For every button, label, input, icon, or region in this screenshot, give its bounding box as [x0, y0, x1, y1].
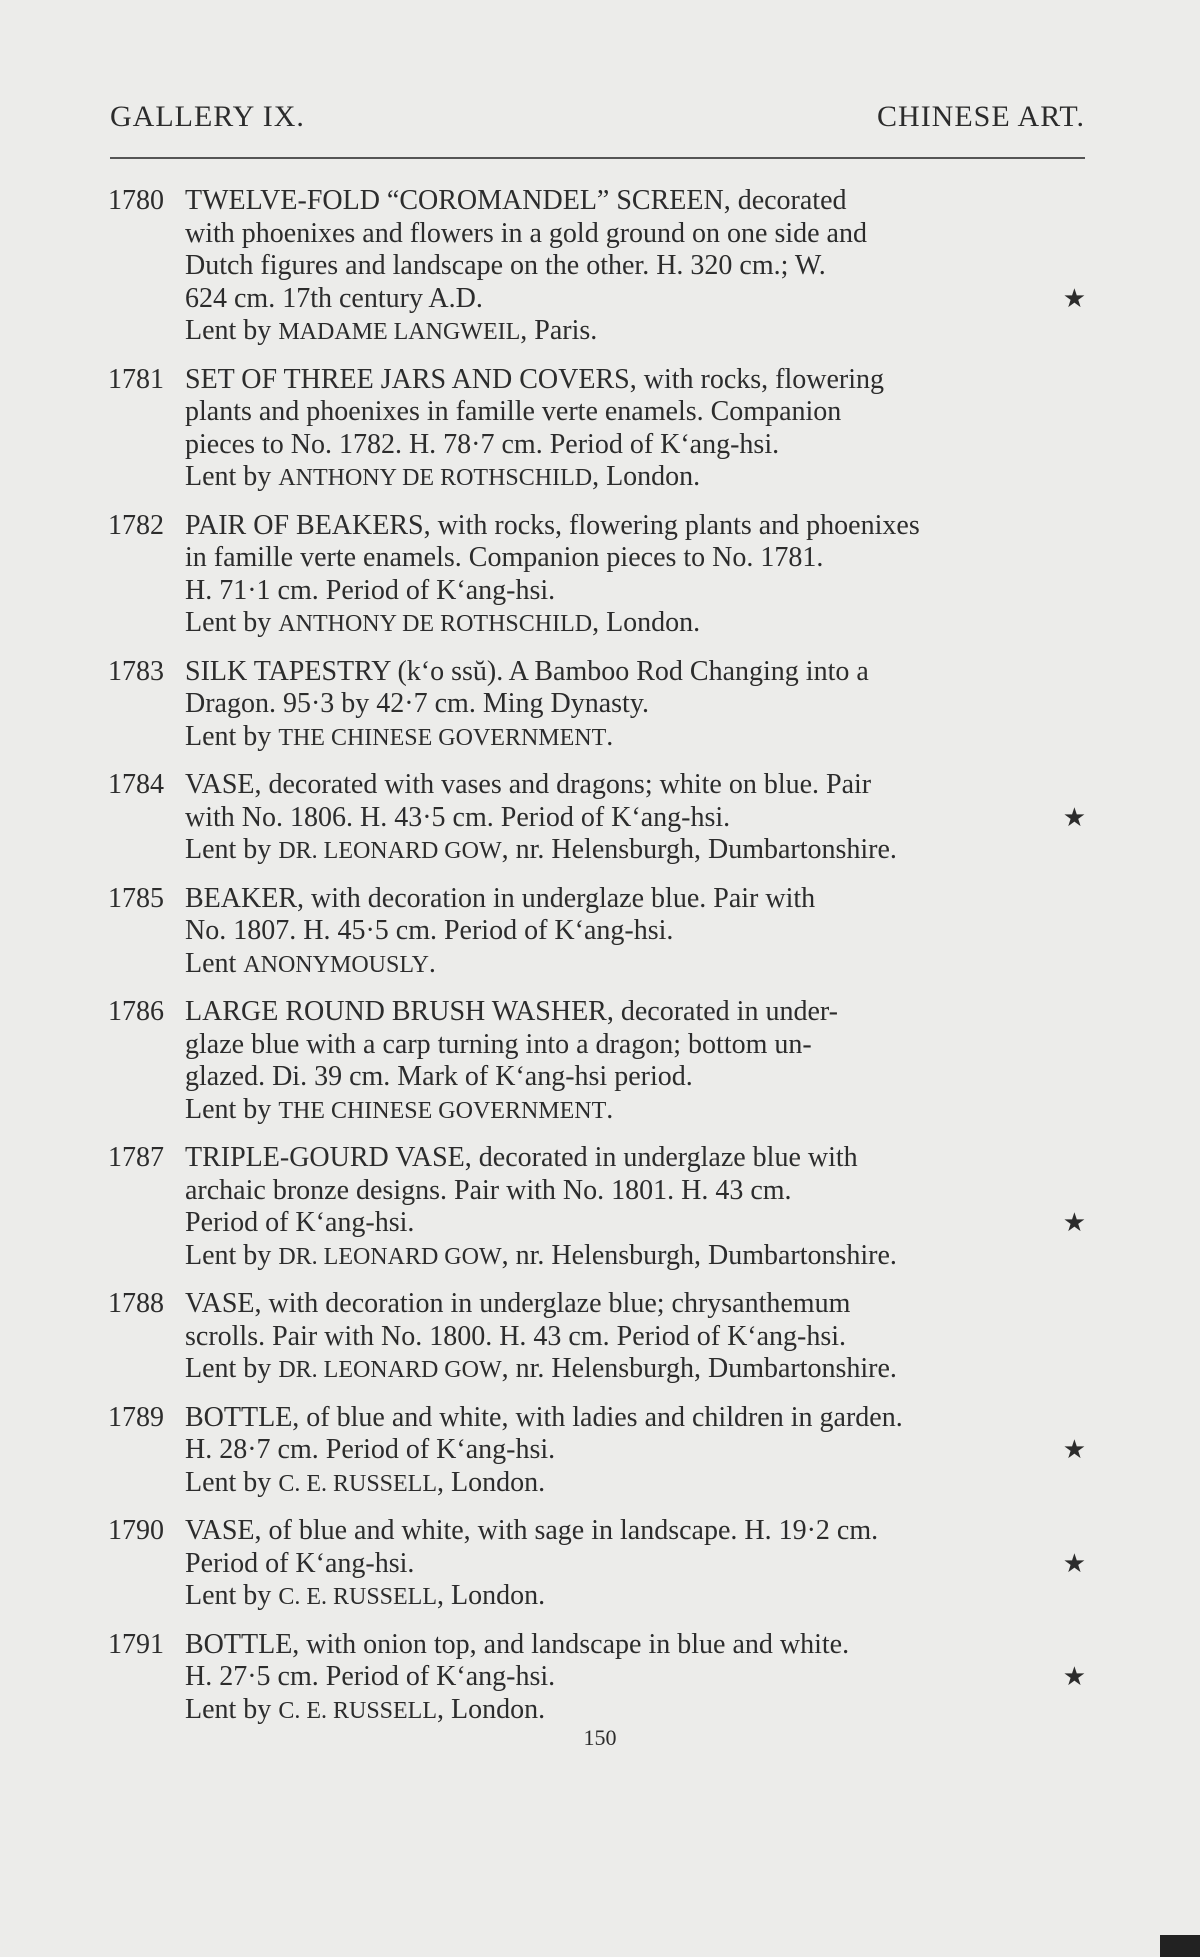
- lender-place: , nr. Helensburgh, Dumbartonshire.: [501, 834, 897, 865]
- description-line: Period of K‘ang-hsi.: [185, 1207, 415, 1238]
- lender-line: [185, 1694, 1088, 1728]
- entry-description: [185, 769, 1088, 868]
- entry-number: 1788: [108, 1288, 164, 1319]
- entry-description: [185, 1142, 1088, 1273]
- description-line: Period of K‘ang-hsi.: [185, 1547, 415, 1579]
- catalogue-entry: [108, 1288, 1088, 1387]
- lender-prefix: Lent by: [185, 834, 279, 865]
- lender-line: [185, 1580, 1088, 1614]
- description-line: BOTTLE, of blue and white, with ladies and children in garden.: [185, 1401, 903, 1433]
- lender-name: THE CHINESE GOVERNMENT: [278, 724, 607, 751]
- running-header: [110, 100, 1085, 140]
- entry-number: 1783: [108, 655, 164, 687]
- entry-number: 1784: [108, 769, 164, 800]
- entry-number: 1786: [108, 996, 164, 1027]
- lender-prefix: Lent by: [185, 1580, 279, 1611]
- lender-name: ANONYMOUSLY: [243, 951, 429, 978]
- lender-name: ANTHONY DE ROTHSCHILD: [278, 611, 593, 637]
- lender-name: DR. LEONARD GOW: [278, 838, 502, 864]
- description-line: glaze blue with a carp turning into a dragon; bottom un-: [185, 1028, 812, 1060]
- lender-line: [185, 315, 1088, 349]
- entry-description: [185, 364, 1088, 495]
- catalogue-entry: [108, 1142, 1088, 1273]
- entry-number: 1785: [108, 882, 164, 914]
- catalogue-entry: [108, 1629, 1088, 1728]
- catalogue-entry: [108, 185, 1088, 349]
- section-heading: CHINESE ART.: [877, 100, 1085, 133]
- description-line: TWELVE-FOLD “COROMANDEL” SCREEN, decorated: [185, 185, 847, 216]
- catalogue-entry: [108, 1402, 1088, 1501]
- lender-place: .: [606, 720, 614, 752]
- star-icon: ★: [1062, 1435, 1086, 1464]
- entry-number: 1787: [108, 1142, 164, 1173]
- lender-place: .: [428, 947, 436, 979]
- description-line: pieces to No. 1782. H. 78·7 cm. Period of K‘ang-hsi.: [185, 428, 780, 460]
- description-line: H. 71·1 cm. Period of K‘ang-hsi.: [185, 574, 556, 606]
- lender-place: , London.: [437, 1466, 546, 1498]
- description-line: VASE, of blue and white, with sage in landscape. H. 19·2 cm.: [185, 1515, 879, 1546]
- lender-place: , London.: [592, 607, 701, 638]
- description-line: plants and phoenixes in famille verte enamels. Companion: [185, 396, 842, 427]
- description-line: Dutch figures and landscape on the other. H. 320 cm.; W.: [185, 250, 826, 281]
- description-line: Dragon. 95·3 by 42·7 cm. Ming Dynasty.: [185, 688, 650, 719]
- entry-number: 1780: [108, 185, 164, 216]
- lender-place: .: [606, 1093, 614, 1125]
- catalogue-entry: [108, 883, 1088, 982]
- entry-description: [185, 1629, 1088, 1728]
- lender-line: [185, 461, 1088, 495]
- lender-line: [185, 1094, 1088, 1128]
- lender-prefix: Lent by: [185, 1353, 279, 1384]
- catalogue-entry: [108, 510, 1088, 641]
- star-icon: ★: [1062, 802, 1086, 832]
- gallery-heading: GALLERY IX.: [110, 100, 305, 133]
- description-line: with phoenixes and flowers in a gold ground on one side and: [185, 217, 867, 249]
- catalogue-entry: [108, 1515, 1088, 1614]
- lender-prefix: Lent by: [185, 315, 279, 346]
- lender-line: [185, 1240, 1088, 1274]
- entry-number: 1790: [108, 1515, 164, 1546]
- lender-line: [185, 948, 1088, 982]
- entry-number: 1789: [108, 1401, 164, 1433]
- header-rule: [110, 157, 1085, 159]
- entry-description: [185, 1402, 1088, 1501]
- star-icon: ★: [1062, 1662, 1086, 1691]
- entry-number: 1791: [108, 1628, 164, 1660]
- catalogue-entry: [108, 656, 1088, 755]
- catalogue-entry: [108, 364, 1088, 495]
- lender-place: , nr. Helensburgh, Dumbartonshire.: [501, 1353, 897, 1384]
- page-number: 150: [583, 1725, 617, 1750]
- lender-prefix: Lent by: [185, 1693, 279, 1725]
- lender-line: [185, 834, 1088, 868]
- catalogue-entries: [108, 185, 1088, 1742]
- description-line: archaic bronze designs. Pair with No. 1801. H. 43 cm.: [185, 1174, 792, 1206]
- lender-name: C. E. RUSSELL: [278, 1584, 437, 1610]
- lender-prefix: Lent by: [185, 1239, 279, 1271]
- description-line: VASE, decorated with vases and dragons; white on blue. Pair: [185, 769, 872, 800]
- entry-description: [185, 510, 1088, 641]
- star-icon: ★: [1062, 1548, 1086, 1578]
- description-line: SILK TAPESTRY (k‘o ssŭ). A Bamboo Rod Changing into a: [185, 655, 869, 687]
- lender-name: DR. LEONARD GOW: [278, 1357, 502, 1383]
- entry-description: [185, 1288, 1088, 1387]
- lender-name: C. E. RUSSELL: [278, 1470, 437, 1497]
- description-line: in famille verte enamels. Companion pieces to No. 1781.: [185, 542, 824, 573]
- lender-place: , Paris.: [520, 315, 598, 346]
- entry-description: [185, 883, 1088, 982]
- description-line: SET OF THREE JARS AND COVERS, with rocks, flowering: [185, 363, 885, 395]
- lender-prefix: Lent by: [185, 1466, 279, 1498]
- description-line: H. 27·5 cm. Period of K‘ang-hsi.: [185, 1661, 556, 1692]
- lender-name: C. E. RUSSELL: [278, 1697, 437, 1724]
- description-line: scrolls. Pair with No. 1800. H. 43 cm. Period of K‘ang-hsi.: [185, 1320, 847, 1352]
- description-line: 624 cm. 17th century A.D.: [185, 282, 483, 314]
- lender-line: [185, 1353, 1088, 1387]
- star-icon: ★: [1062, 283, 1086, 313]
- entry-description: [185, 1515, 1088, 1614]
- lender-line: [185, 1467, 1088, 1501]
- lender-line: [185, 607, 1088, 641]
- catalogue-entry: [108, 769, 1088, 868]
- lender-prefix: Lent by: [185, 607, 279, 638]
- lender-place: , London.: [437, 1693, 546, 1725]
- description-line: No. 1807. H. 45·5 cm. Period of K‘ang-hsi.: [185, 915, 674, 946]
- lender-prefix: Lent: [185, 947, 244, 979]
- lender-prefix: Lent by: [185, 1093, 279, 1125]
- lender-name: DR. LEONARD GOW: [278, 1243, 502, 1270]
- description-line: H. 28·7 cm. Period of K‘ang-hsi.: [185, 1434, 556, 1465]
- description-line: VASE, with decoration in underglaze blue; chrysanthemum: [185, 1288, 851, 1319]
- star-icon: ★: [1062, 1208, 1086, 1237]
- lender-name: MADAME LANGWEIL: [278, 319, 521, 345]
- description-line: PAIR OF BEAKERS, with rocks, flowering plants and phoenixes: [185, 509, 920, 541]
- description-line: BOTTLE, with onion top, and landscape in blue and white.: [185, 1628, 850, 1660]
- description-line: LARGE ROUND BRUSH WASHER, decorated in under-: [185, 996, 838, 1027]
- entry-description: [185, 656, 1088, 755]
- lender-place: , London.: [437, 1580, 546, 1611]
- lender-name: ANTHONY DE ROTHSCHILD: [278, 465, 593, 491]
- entry-number: 1781: [108, 363, 164, 395]
- lender-place: , nr. Helensburgh, Dumbartonshire.: [501, 1239, 897, 1271]
- lender-place: , London.: [592, 461, 701, 492]
- lender-prefix: Lent by: [185, 461, 279, 492]
- lender-prefix: Lent by: [185, 720, 279, 752]
- entry-number: 1782: [108, 509, 164, 541]
- page-edge-mark: [1160, 1935, 1200, 1957]
- lender-name: THE CHINESE GOVERNMENT: [278, 1097, 607, 1124]
- description-line: with No. 1806. H. 43·5 cm. Period of K‘ang-hsi.: [185, 801, 731, 833]
- entry-description: [185, 996, 1088, 1127]
- lender-line: [185, 721, 1088, 755]
- description-line: TRIPLE-GOURD VASE, decorated in underglaze blue with: [185, 1142, 858, 1173]
- entry-description: [185, 185, 1088, 349]
- catalogue-entry: [108, 996, 1088, 1127]
- description-line: glazed. Di. 39 cm. Mark of K‘ang-hsi period.: [185, 1061, 693, 1092]
- description-line: BEAKER, with decoration in underglaze blue. Pair with: [185, 882, 816, 914]
